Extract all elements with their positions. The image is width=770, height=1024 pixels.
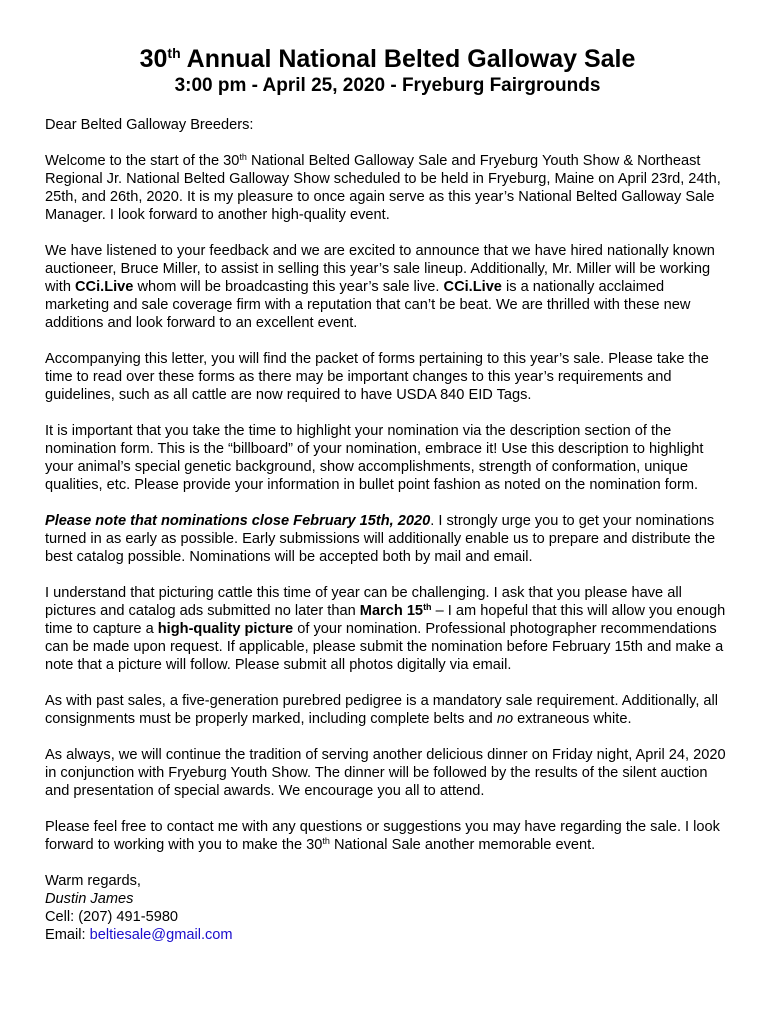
superscript: th: [239, 152, 247, 162]
text: of your nomination. Professional photographer recommendations can be made upon request. If applicable, please submit the nomination before February 15th and make a note that a picture will follow. Please submit all photos digitally via email.: [45, 621, 724, 673]
event-subtitle: 3:00 pm - April 25, 2020 - Fryeburg Fairgrounds: [174, 75, 601, 96]
page-title: [45, 44, 730, 74]
superscript: th: [423, 602, 432, 612]
text: – I am hopeful that this will allow you enough time to capture a: [45, 603, 726, 637]
text: Please feel free to contact me with any questions or suggestions you may have regarding the sale. I look forward to working with you to make the 30: [45, 819, 720, 853]
text: . I strongly urge you to get your nominations turned in as early as possible. Early submissions will additionally enable us to prepare and distribute the best catalog possible. Nominations will be accepted both by mail and email.: [45, 513, 716, 565]
paragraph-welcome: [45, 152, 730, 224]
cell-phone: Cell: (207) 491-5980: [45, 909, 179, 925]
paragraph-pictures: [45, 584, 730, 674]
paragraph-dinner: As always, we will continue the tradition of serving another delicious dinner on Friday night, April 24, 2020 in conjunction with Fryeburg Youth Show. The dinner will be followed by the results of the silent auction and presentation of special awards. We encourage you all to attend.: [45, 747, 726, 799]
paragraph-description: It is important that you take the time to highlight your nomination via the description section of the nomination form. This is the “billboard” of your nomination, embrace it! Use this description to highlight your animal’s special genetic background, show accomplishments, strength of conformation, unique qualities, etc. Please provide your information in bullet point fashion as noted on the nomination form.: [45, 423, 704, 493]
email-line: [45, 926, 730, 944]
closing: Warm regards,: [45, 873, 141, 889]
picture-deadline: [360, 603, 432, 619]
title-suffix: th: [167, 45, 181, 61]
text: whom will be broadcasting this year’s sale live.: [133, 279, 444, 295]
text: As with past sales, a five-generation purebred pedigree is a mandatory sale requirement. Additionally, all consignments must be properly marked, including complete belts and: [45, 693, 719, 727]
text: National Belted Galloway Sale and Fryeburg Youth Show & Northeast Regional Jr. National Belted Galloway Show scheduled to be held in Fryeburg, Maine on April 23rd, 24th, 25th, and 26th, 2020. It is my pleasure to once again serve as this year’s National Belted Galloway Sale Manager. I look forward to another high-quality event.: [45, 153, 721, 223]
quality-emphasis: high-quality picture: [157, 621, 294, 637]
text: March 15: [359, 603, 424, 619]
cci-live-bold: CCi.Live: [75, 279, 134, 295]
text: I understand that picturing cattle this time of year can be challenging. I ask that you please have all pictures and catalog ads submitted no later than: [45, 585, 682, 619]
text: extraneous white.: [513, 711, 632, 727]
signer-name-text: Dustin James: [45, 891, 134, 907]
title-number: 30: [139, 45, 168, 73]
letter-body: [45, 116, 730, 944]
text: Welcome to the start of the 30: [45, 153, 240, 169]
cci-live-bold: CCi.Live: [443, 279, 502, 295]
salutation: Dear Belted Galloway Breeders:: [45, 117, 254, 133]
superscript: th: [322, 836, 330, 846]
deadline-emphasis: Please note that nominations close February 15th, 2020: [45, 513, 431, 529]
paragraph-deadline: [45, 512, 730, 566]
paragraph-auctioneer: [45, 242, 730, 332]
title-text: Annual National Belted Galloway Sale: [186, 45, 636, 73]
signer-name: [45, 890, 730, 908]
paragraph-contact: [45, 818, 730, 854]
email-link[interactable]: beltiesale@gmail.com: [89, 927, 233, 943]
text: We have listened to your feedback and we are excited to announce that we have hired nationally known auctioneer, Bruce Miller, to assist in selling this year’s sale lineup. Additionally, Mr. Miller will be working with: [45, 243, 715, 295]
signature-block: [45, 872, 730, 944]
paragraph-pedigree: [45, 692, 730, 728]
email-label: Email:: [45, 927, 90, 943]
paragraph-forms: Accompanying this letter, you will find the packet of forms pertaining to this year’s sale. Please take the time to read over these forms as there may be important changes to this year’s requirements and guidelines, such as all cattle are now required to have USDA 840 EID Tags.: [45, 351, 709, 403]
text: National Sale another memorable event.: [329, 837, 596, 853]
letter-page: [45, 44, 730, 944]
no-emphasis: no: [496, 711, 514, 727]
text: is a nationally acclaimed marketing and sale coverage firm with a reputation that can’t be beat. We are thrilled with these new additions and look forward to an excellent event.: [45, 279, 691, 331]
